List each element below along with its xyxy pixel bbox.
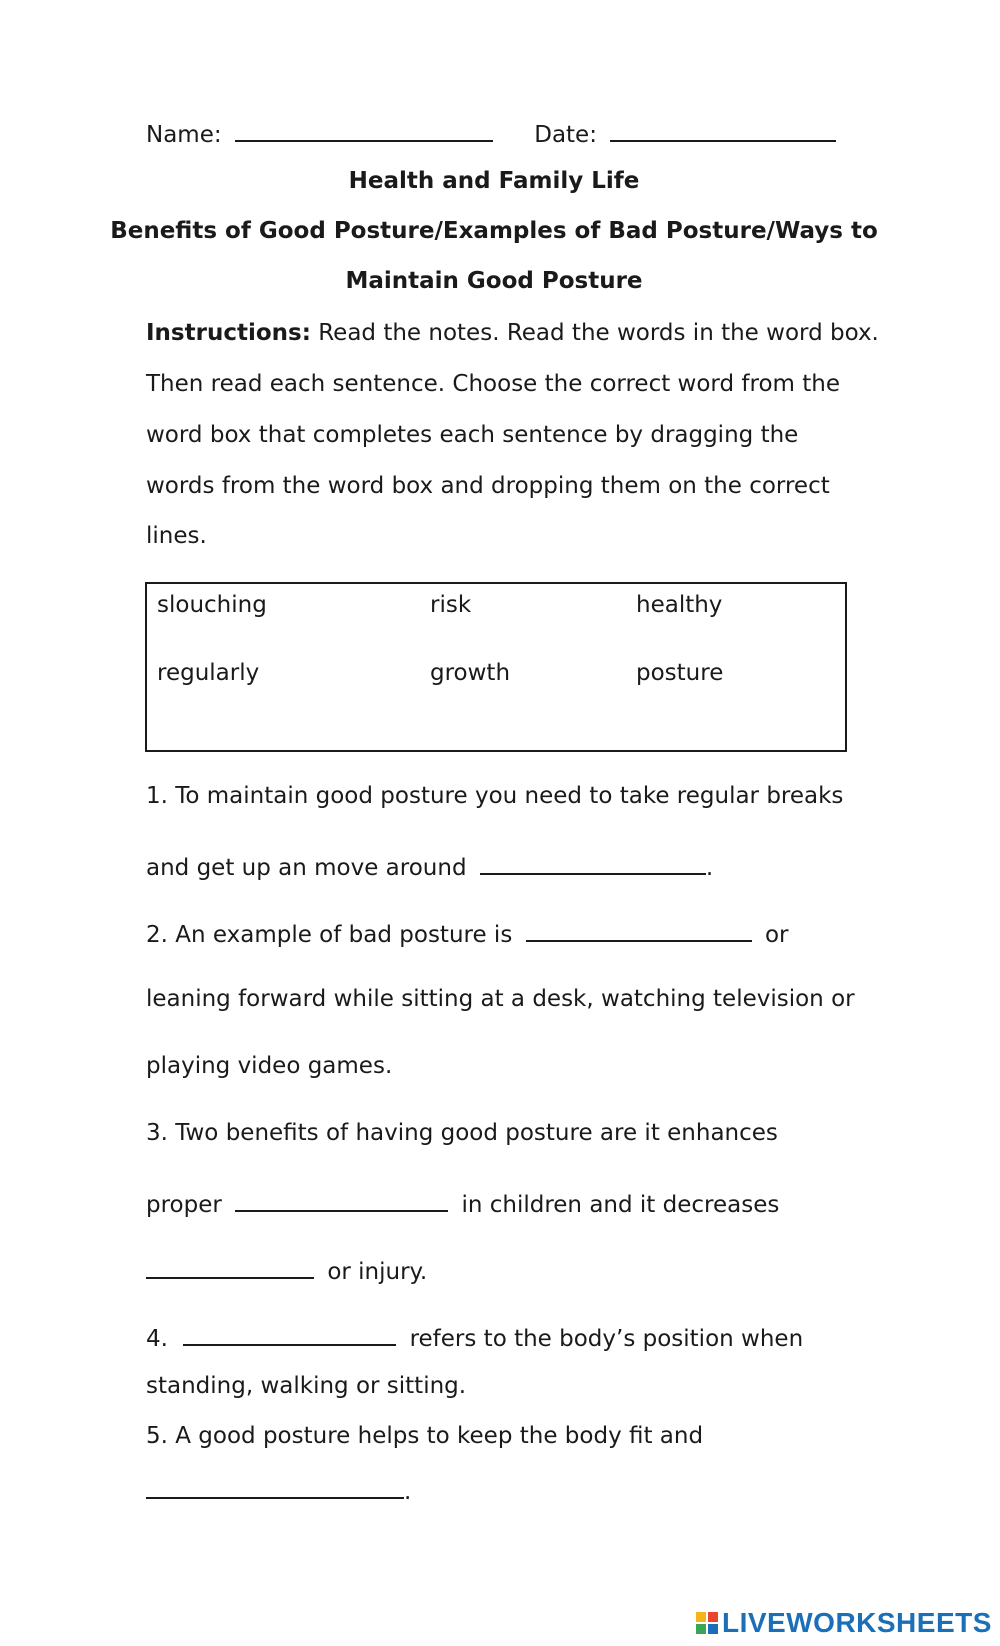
subject-title: Health and Family Life (348, 168, 640, 194)
instructions-line5: lines. (146, 523, 207, 549)
date-blank[interactable] (610, 118, 836, 142)
q4-line2: standing, walking or sitting. (146, 1373, 467, 1399)
instructions-line2: Then read each sentence. Choose the correct word from the (146, 371, 840, 397)
q1-answer-blank[interactable] (480, 851, 706, 875)
instructions-line3: word box that completes each sentence by dragging the (146, 422, 799, 448)
name-label: Name: (146, 122, 222, 148)
liveworksheets-brand: LIVEWORKSHEETS (722, 1607, 992, 1638)
word-regularly[interactable]: regularly (157, 660, 260, 686)
q2-answer-blank[interactable] (526, 918, 752, 942)
liveworksheets-logo-icon (696, 1612, 718, 1634)
q4-number: 4. (146, 1326, 168, 1352)
word-box (145, 582, 847, 752)
q5-line2 (146, 1475, 411, 1505)
q2-line3: playing video games. (146, 1053, 393, 1079)
topic-title-line2: Maintain Good Posture (345, 268, 643, 294)
q3-line2 (146, 1188, 779, 1218)
q2-text-post: or (764, 922, 789, 948)
q3-answer-blank-2[interactable] (146, 1255, 314, 1279)
instructions-line1 (146, 320, 879, 346)
word-growth[interactable]: growth (430, 660, 511, 686)
q1-text: and get up an move around (146, 855, 467, 881)
instructions-label: Instructions: (146, 320, 311, 346)
date-label: Date: (534, 122, 597, 148)
word-posture[interactable]: posture (636, 660, 724, 686)
q4-answer-blank[interactable] (183, 1322, 396, 1346)
q2-line2: leaning forward while sitting at a desk, watching television or (146, 986, 855, 1012)
word-healthy[interactable]: healthy (636, 592, 723, 618)
q3-text-post: in children and it decreases (461, 1192, 780, 1218)
q1-line2 (146, 851, 713, 881)
q5-period: . (404, 1479, 412, 1505)
q5-answer-blank[interactable] (146, 1475, 404, 1499)
q2-text-pre: 2. An example of bad posture is (146, 922, 513, 948)
q5-line1: 5. A good posture helps to keep the body fit and (146, 1423, 704, 1449)
q2-line1 (146, 918, 788, 948)
topic-title-line1: Benefits of Good Posture/Examples of Bad Posture/Ways to (110, 218, 878, 244)
q1-period: . (705, 855, 714, 881)
liveworksheets-logo (696, 1608, 992, 1638)
instructions-line4: words from the word box and dropping them on the correct (146, 473, 830, 499)
q4-text-post: refers to the body’s position when (409, 1326, 804, 1352)
name-date-row (146, 118, 836, 148)
instructions-text-1: Read the notes. Read the words in the word box. (318, 320, 879, 346)
word-risk[interactable]: risk (430, 592, 472, 618)
q1-line1: 1. To maintain good posture you need to take regular breaks (146, 783, 844, 809)
q3-line1: 3. Two benefits of having good posture are it enhances (146, 1120, 778, 1146)
q4-line1 (146, 1322, 803, 1352)
q3-line3 (146, 1255, 427, 1285)
q3-text-pre: proper (146, 1192, 222, 1218)
name-blank[interactable] (235, 118, 493, 142)
q3-answer-blank-1[interactable] (235, 1188, 448, 1212)
word-slouching[interactable]: slouching (157, 592, 267, 618)
q3-text-end: or injury. (327, 1259, 428, 1285)
